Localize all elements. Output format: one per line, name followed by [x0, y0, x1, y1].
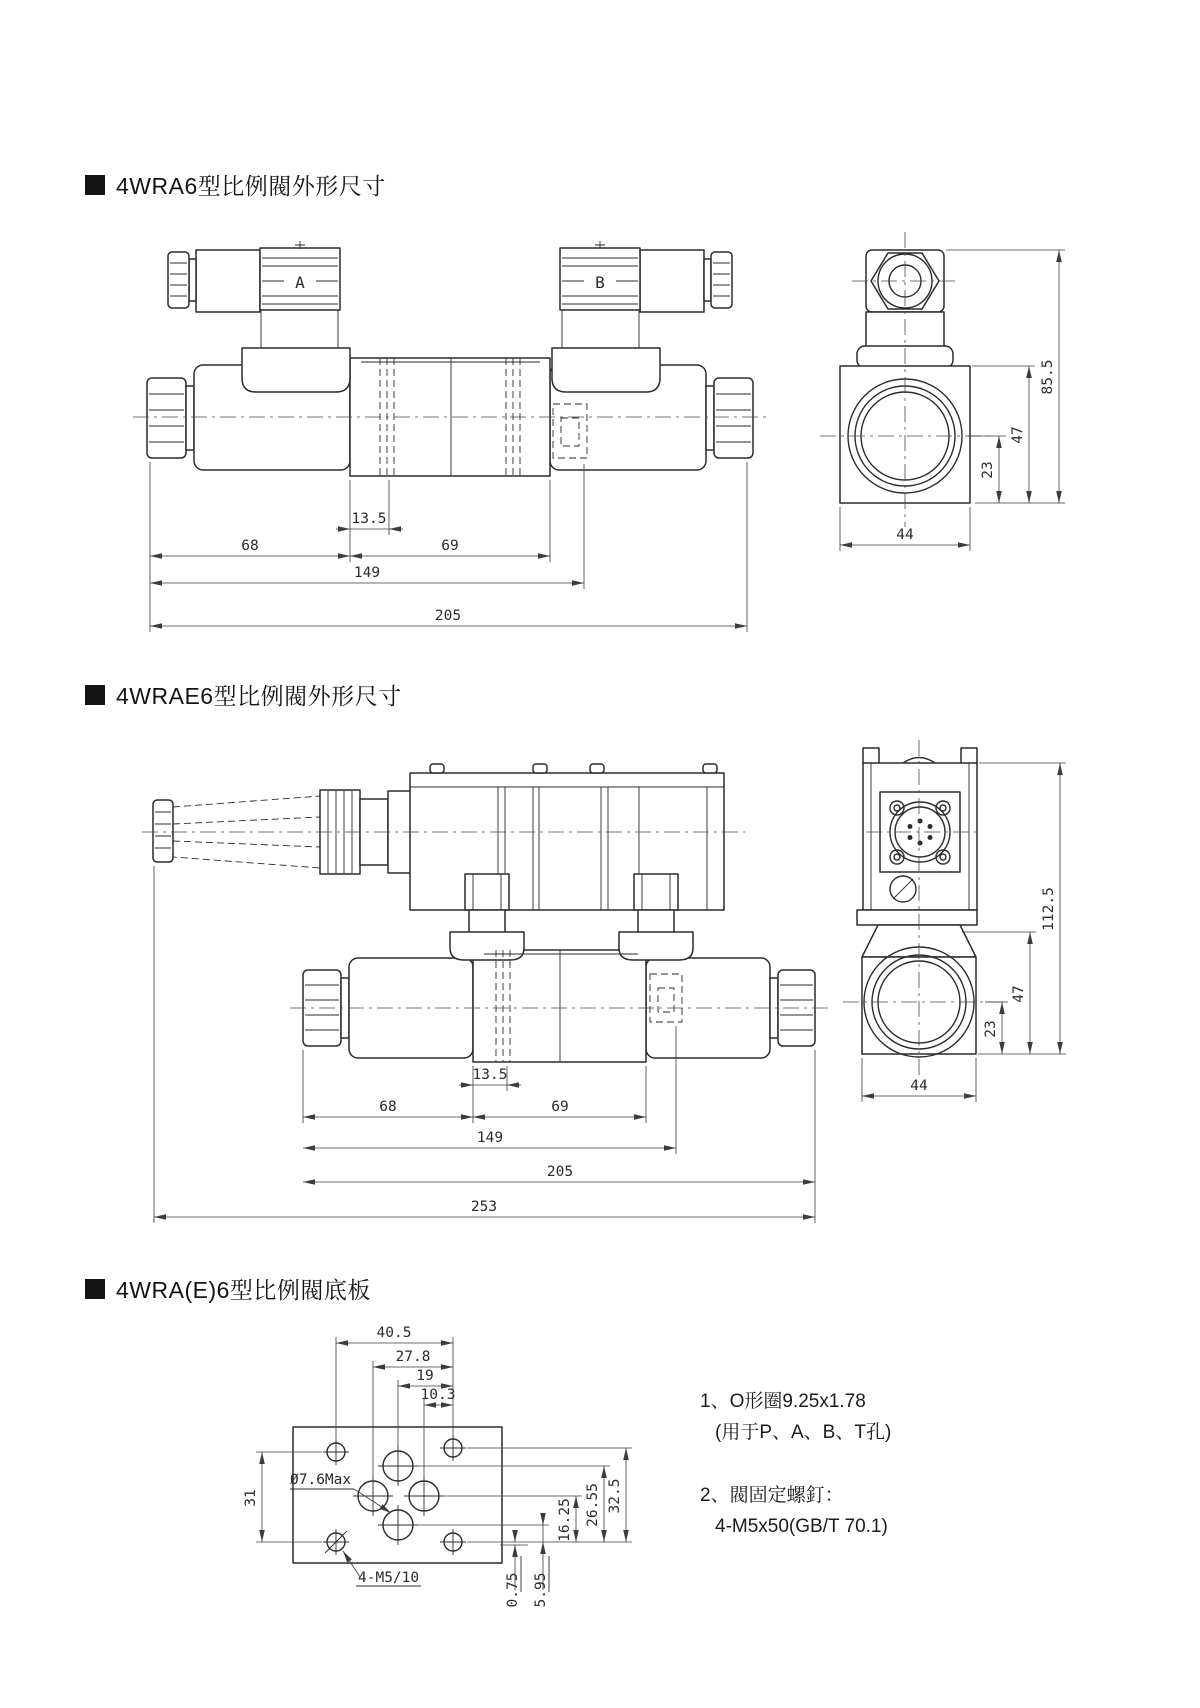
dim-253: 253	[470, 1199, 498, 1215]
dim-23: 23	[980, 461, 996, 479]
drawing-4wra6-front-view	[133, 241, 766, 632]
coil-a-label: A	[295, 273, 305, 292]
dim-205: 205	[546, 1164, 574, 1180]
dim-13_5: 13.5	[351, 511, 387, 527]
drawing-4wra6-side-view	[820, 232, 1065, 551]
note-o-ring-line1: 1、O形圈9.25x1.78	[700, 1391, 866, 1412]
dim-85_5: 85.5	[1040, 359, 1056, 395]
mounting-thread-label: 4-M5/10	[358, 1570, 420, 1586]
drawing-4wrae6-side-view	[843, 740, 1066, 1102]
dim-205: 205	[434, 608, 462, 624]
dim-47: 47	[1010, 426, 1026, 444]
dim-112_5: 112.5	[1041, 887, 1057, 931]
dim-40_5: 40.5	[376, 1325, 412, 1341]
drawing-4wra6-dimensions	[150, 462, 747, 632]
dim-13_5: 13.5	[472, 1067, 508, 1083]
dim-47: 47	[1011, 985, 1027, 1003]
section-2-title-text: 4WRAE6型比例閥外形尺寸	[116, 683, 402, 709]
dim-44: 44	[910, 1078, 928, 1094]
dim-68: 68	[379, 1099, 397, 1115]
drawing-subplate	[243, 1325, 632, 1607]
section-3-title-text: 4WRA(E)6型比例閥底板	[116, 1277, 371, 1303]
dim-27_8: 27.8	[395, 1349, 431, 1365]
section-1-title-text: 4WRA6型比例閥外形尺寸	[116, 173, 386, 199]
dim-16_25: 16.25	[557, 1498, 573, 1542]
dim-19: 19	[416, 1368, 434, 1384]
dim-10_3: 10.3	[420, 1387, 456, 1403]
coil-b-label: B	[595, 273, 605, 292]
drawing-4wrae6-front-view	[142, 764, 830, 1223]
dim-0_75: 0.75	[505, 1572, 521, 1608]
note-o-ring-line2: (用于P、A、B、T孔)	[715, 1422, 892, 1443]
dim-149: 149	[476, 1130, 504, 1146]
dim-69: 69	[441, 538, 459, 554]
dim-31: 31	[243, 1489, 259, 1507]
note-screws-line1: 2、閥固定螺釘：	[700, 1485, 844, 1506]
dim-5_95: 5.95	[533, 1572, 549, 1608]
dim-69: 69	[551, 1099, 569, 1115]
dim-149: 149	[353, 565, 381, 581]
dim-44: 44	[896, 527, 914, 543]
dim-23: 23	[983, 1020, 999, 1038]
dim-32_5: 32.5	[607, 1478, 623, 1514]
dim-26_55: 26.55	[585, 1483, 601, 1527]
dim-68: 68	[241, 538, 259, 554]
hole-diameter-label: Ø7.6Max	[290, 1472, 352, 1488]
note-screws-line2: 4-M5x50(GB/T 70.1)	[715, 1516, 888, 1537]
